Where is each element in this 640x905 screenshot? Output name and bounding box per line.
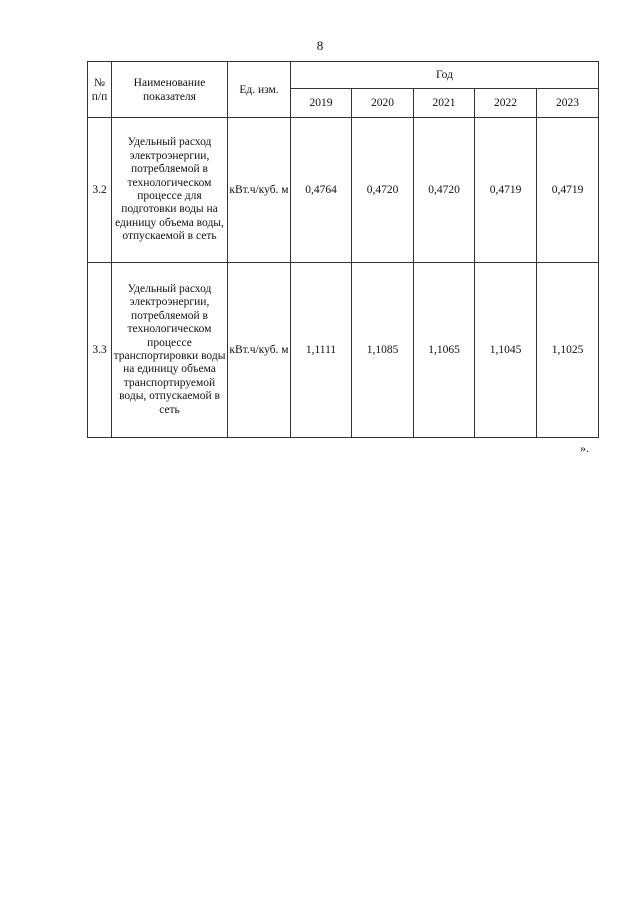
row-value-2022: 1,1045 xyxy=(475,263,537,438)
row-name: Удельный расход электроэнергии, потребляемой в технологическом процессе для подготовки воды на единицу объема воды, отпускаемой в сеть xyxy=(112,118,228,263)
row-value-2020: 0,4720 xyxy=(352,118,414,263)
row-value-2021: 0,4720 xyxy=(414,118,475,263)
page-number: 8 xyxy=(316,38,324,53)
row-unit: кВт.ч/куб. м xyxy=(228,118,291,263)
header-number: № п/п xyxy=(88,62,112,118)
row-value-2019: 0,4764 xyxy=(291,118,352,263)
row-number: 3.2 xyxy=(88,118,112,263)
row-value-2019: 1,1111 xyxy=(291,263,352,438)
closing-quote-mark: ». xyxy=(580,441,589,455)
table-row xyxy=(88,118,599,263)
header-year-2019: 2019 xyxy=(291,89,352,118)
row-value-2020: 1,1085 xyxy=(352,263,414,438)
table-header-row xyxy=(88,62,599,89)
header-unit: Ед. изм. xyxy=(228,62,291,118)
row-number: 3.3 xyxy=(88,263,112,438)
header-year-2023: 2023 xyxy=(537,89,599,118)
row-unit: кВт.ч/куб. м xyxy=(228,263,291,438)
row-value-2023: 1,1025 xyxy=(537,263,599,438)
header-year-2021: 2021 xyxy=(414,89,475,118)
header-name: Наименование показателя xyxy=(112,62,228,118)
row-name: Удельный расход электроэнергии, потребляемой в технологическом процессе транспортировки воды на единицу объема транспортируемой воды, отпускаемой в сеть xyxy=(112,263,228,438)
header-year-2020: 2020 xyxy=(352,89,414,118)
header-year-2022: 2022 xyxy=(475,89,537,118)
row-value-2021: 1,1065 xyxy=(414,263,475,438)
row-value-2022: 0,4719 xyxy=(475,118,537,263)
header-year-group: Год xyxy=(291,62,599,89)
table-row xyxy=(88,263,599,438)
indicators-table xyxy=(87,61,599,438)
row-value-2023: 0,4719 xyxy=(537,118,599,263)
